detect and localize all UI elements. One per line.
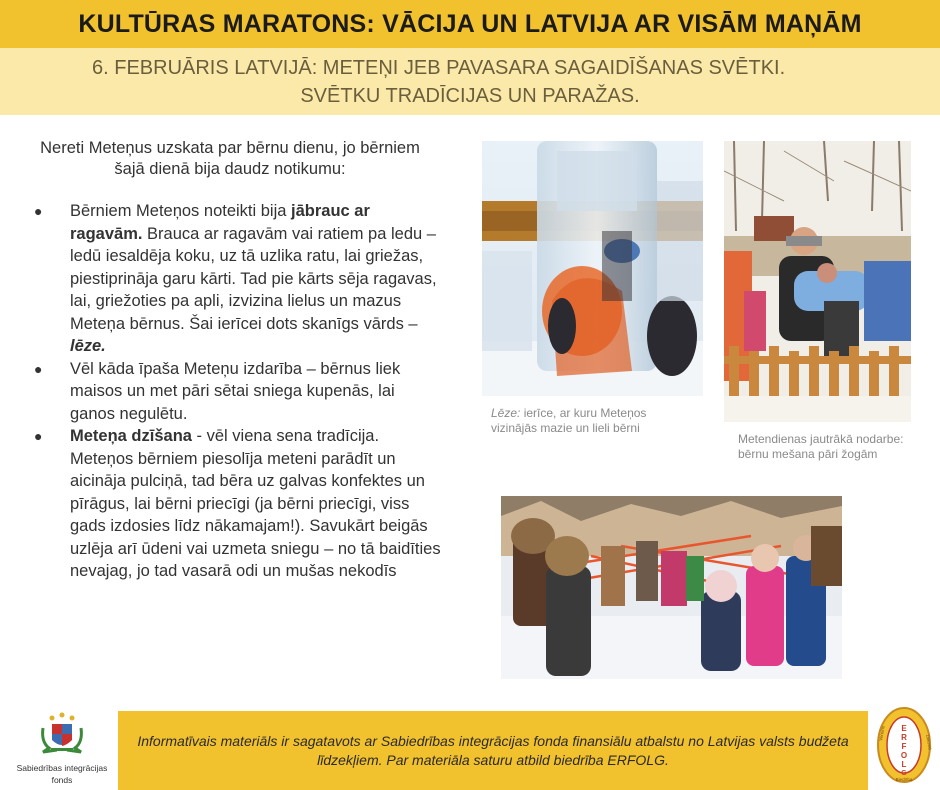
svg-text:F: F — [901, 742, 907, 751]
photo-leze — [482, 141, 703, 396]
photo-metenis-circle — [501, 496, 842, 679]
bullet-3-bold: Meteņa dzīšana — [70, 427, 192, 445]
caption-leze-italic: Lēze: — [491, 406, 521, 420]
photo-fence — [724, 141, 911, 422]
svg-text:E: E — [901, 724, 907, 733]
svg-text:L: L — [901, 760, 907, 769]
svg-text:R: R — [901, 733, 907, 742]
bullet-1-text-end: Brauca ar ragavām vai ratiem pa ledu – ledū iesaldēja koku, uz tā uzlika ratu, lai griežas, piestiprināja garu kārti. Tad pie kārts sēja ragavas, lai, griežoties pa apli, izvizina lielus un mazus Meteņa bērnus. Šai ierīcei dots skanīgs vārds – — [70, 224, 437, 333]
svg-text:Biedrība: Biedrība — [895, 777, 913, 782]
svg-text:Dienvid: Dienvid — [925, 734, 932, 750]
list-item — [30, 425, 442, 583]
svg-text:O: O — [900, 751, 908, 760]
subtitle-bar — [0, 48, 940, 115]
bullet-3-text-end: - vēl viena sena tradīcija. Meteņos bērniem piesolīja meteni parādīt un aicināja pulciņā, tad bēra uz galvas konfektes un pīrāgus, lai bērni priecīgi (ja bērni priecīgi, viss gads izdosies līdz nākamajam!). Savukārt beigās uzlēja arī ūdeni vai uzmeta sniegu – no tā baidīties nevajag, jo tad vasarā odi un mušas nekodīs — [70, 427, 441, 580]
intro-text: Nereti Meteņus uzskata par bērnu dienu, jo bērniem šajā dienā bija daudz notikumu: — [40, 139, 420, 178]
bullet-1-text-start: Bērniem Meteņos noteikti bija — [70, 202, 292, 220]
title-bar — [0, 0, 940, 48]
footer-text: Informatīvais materiāls ir sagatavots ar Sabiedrības integrācijas fonda finansiālu atbalstu no Latvijas valsts budžeta līdzekļiem. Par materiāla saturu atbild biedrība ERFOLG. — [137, 732, 849, 768]
fence-children-image — [724, 141, 911, 422]
bullet-icon: ● — [34, 203, 43, 219]
sif-name-line-2: fonds — [51, 775, 73, 785]
sif-logo — [10, 712, 114, 785]
caption-photo-fence: Metendienas jautrākā nodarbe: bērnu mešana pāri žogām — [738, 432, 904, 461]
bullet-icon: ● — [34, 360, 43, 377]
bullet-1-bold-italic: lēze. — [70, 337, 106, 355]
sif-name-line-1: Sabiedrības integrācijas — [16, 763, 108, 773]
svg-text:Vereins: Vereins — [878, 725, 886, 742]
caption-photo-leze — [491, 406, 681, 436]
footer-bar — [118, 711, 868, 790]
subtitle-line-1: 6. FEBRUĀRIS LATVIJĀ: METEŅI JEB PAVASARA SAGAIDĪŠANAS SVĒTKI. — [92, 57, 786, 79]
bullet-1-bold: jābrauc ar ragavām. — [70, 202, 370, 243]
caption-leze-text: ierīce, ar kuru Meteņos vizinājās mazie un lieli bērni — [491, 406, 647, 435]
page-title: KULTŪRAS MARATONS: VĀCIJA UN LATVIJA AR VISĀM MAŅĀM — [78, 9, 862, 38]
coat-of-arms-icon — [39, 712, 85, 756]
tradition-list — [30, 200, 442, 583]
metenis-dance-image — [501, 496, 842, 679]
erfolg-logo — [876, 705, 932, 790]
list-item — [30, 200, 442, 358]
list-item — [30, 358, 442, 426]
ice-sled-image — [482, 141, 703, 396]
bullet-2-text: Vēl kāda īpaša Meteņu izdarība – bērnus liek maisos un met pāri sētai sniega kupenās, lai ganos negulētu. — [70, 359, 401, 423]
subtitle-line-2: SVĒTKU TRADĪCIJAS UN PARAŽAS. — [300, 85, 640, 107]
svg-text:G: G — [901, 770, 907, 777]
erfolg-emblem-icon — [876, 705, 932, 785]
bullet-icon: ● — [34, 428, 43, 444]
